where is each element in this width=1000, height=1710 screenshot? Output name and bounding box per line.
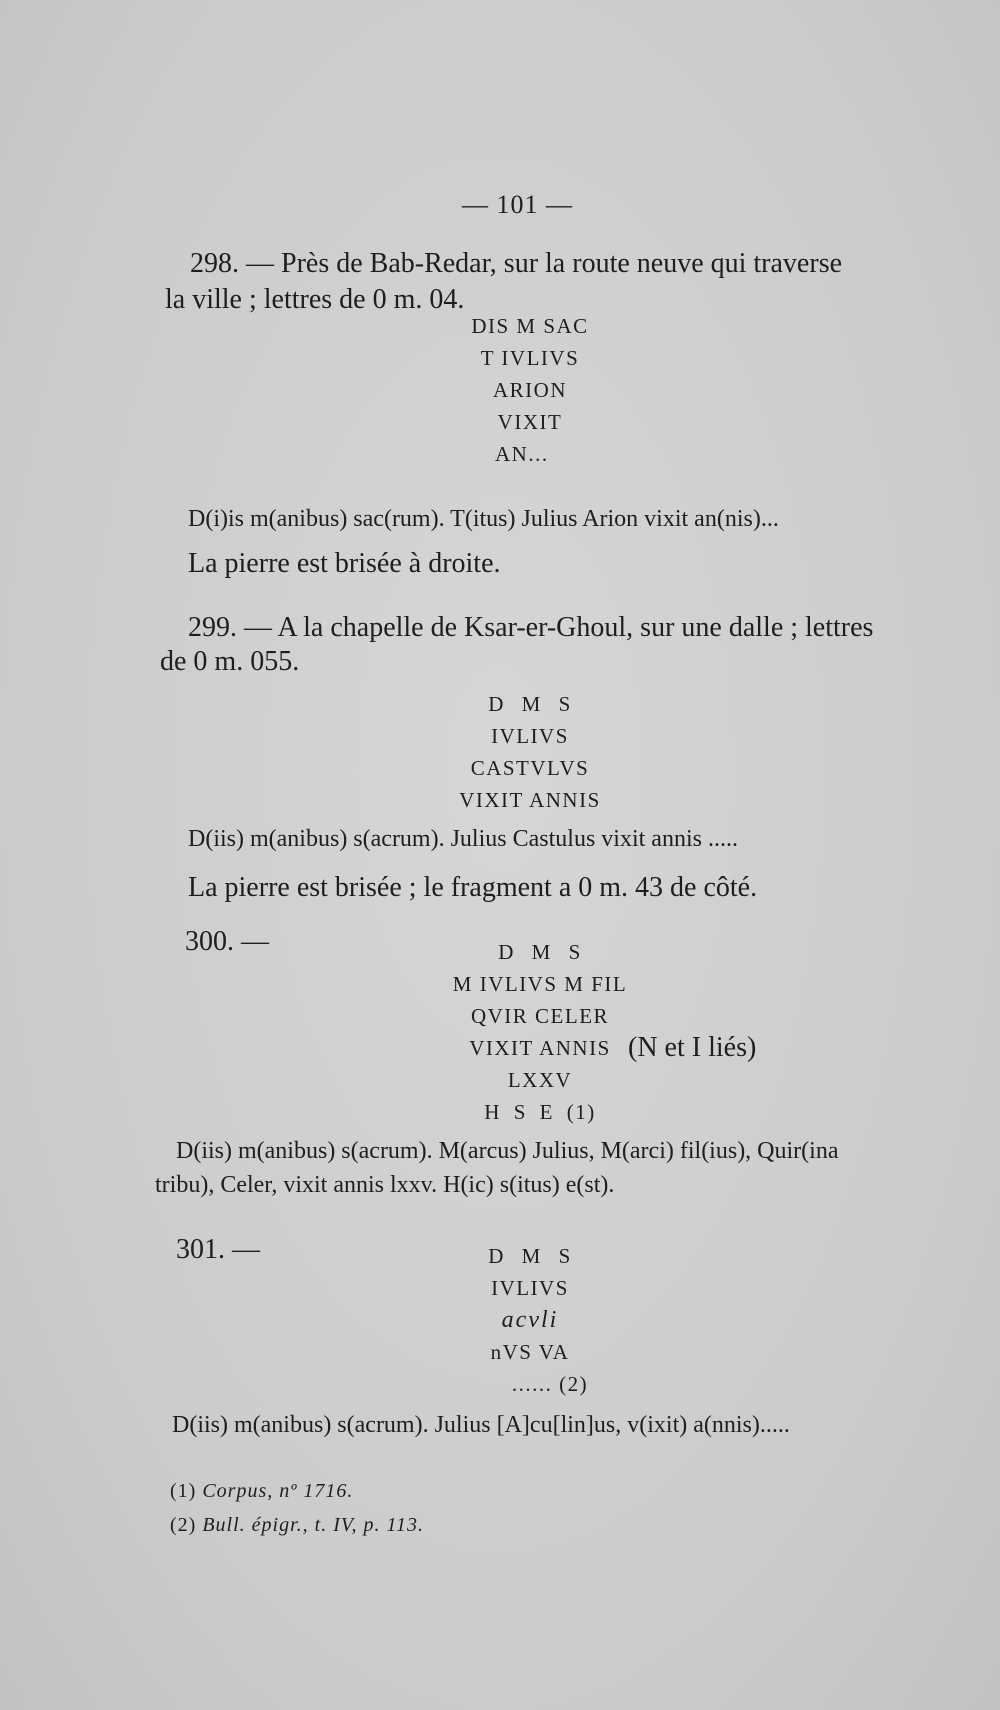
entry-300-side-note: (N et I liés) [628, 1032, 757, 1063]
entry-298-inscription [410, 310, 650, 470]
inscription-line: DIS M SAC [471, 314, 589, 338]
inscription-line: IVLIVS [491, 1276, 569, 1300]
entry-300-reading-line-2: tribu), Celer, vixit annis lxxv. H(ic) s(itus) e(st). [155, 1172, 615, 1198]
footnote-1 [170, 1480, 353, 1503]
footnote-mark: (2) [170, 1514, 197, 1536]
inscription-line: D M S [488, 1244, 572, 1268]
entry-299-inscription [410, 688, 650, 816]
inscription-line: acvli [501, 1307, 559, 1333]
inscription-line: QVIR CELER [470, 1004, 610, 1028]
inscription-line: VIXIT ANNIS [459, 788, 601, 812]
entry-299-intro-line-2: de 0 m. 055. [160, 646, 300, 677]
inscription-line: IVLIVS [491, 724, 569, 748]
entry-298-note: La pierre est brisée à droite. [188, 548, 501, 579]
inscription-line: T IVLIVS [480, 346, 580, 370]
entry-298-reading: D(i)is m(anibus) sac(rum). T(itus) Julius Arion vixit an(nis)... [188, 506, 779, 532]
inscription-line: D M S [488, 692, 572, 716]
inscription-line: ARION [493, 378, 567, 402]
footnote-2 [170, 1514, 424, 1537]
inscription-line: nVS VA [490, 1340, 570, 1364]
entry-299-note: La pierre est brisée ; le fragment a 0 m. 43 de côté. [188, 872, 758, 903]
entry-300-reading-line-1: D(iis) m(anibus) s(acrum). M(arcus) Julius, M(arci) fil(ius), Quir(ina [176, 1138, 839, 1164]
entry-299-reading: D(iis) m(anibus) s(acrum). Julius Castulus vixit annis ..... [188, 826, 738, 852]
footnote-text: Bull. épigr., t. IV, p. 113. [202, 1514, 425, 1536]
entry-301-inscription [410, 1240, 650, 1400]
inscription-line: LXXV [507, 1068, 573, 1092]
inscription-line: ...... (2) [511, 1372, 589, 1396]
footnote-text: Corpus, nº 1716. [202, 1480, 354, 1502]
page-number: — 101 — [462, 190, 573, 219]
entry-301-reading: D(iis) m(anibus) s(acrum). Julius [A]cu[lin]us, v(ixit) a(nnis)..... [172, 1412, 790, 1438]
inscription-line: M IVLIVS M FIL [452, 972, 628, 996]
inscription-line: CASTVLVS [470, 756, 590, 780]
entry-298-intro-line-1: 298. — Près de Bab-Redar, sur la route neuve qui traverse [190, 248, 843, 279]
inscription-line: VIXIT [497, 410, 563, 434]
inscription-line: VIXIT ANNIS [469, 1036, 611, 1060]
inscription-line: H S E (1) [484, 1100, 596, 1124]
inscription-line: AN... [495, 442, 549, 466]
entry-301-number: 301. — [176, 1234, 260, 1265]
entry-300-number: 300. — [185, 926, 269, 957]
entry-298-intro-line-2: la ville ; lettres de 0 m. 04. [165, 284, 465, 315]
inscription-line: D M S [498, 940, 582, 964]
footnote-mark: (1) [170, 1480, 197, 1502]
entry-299-intro-line-1: 299. — A la chapelle de Ksar-er-Ghoul, sur une dalle ; lettres [188, 612, 874, 643]
